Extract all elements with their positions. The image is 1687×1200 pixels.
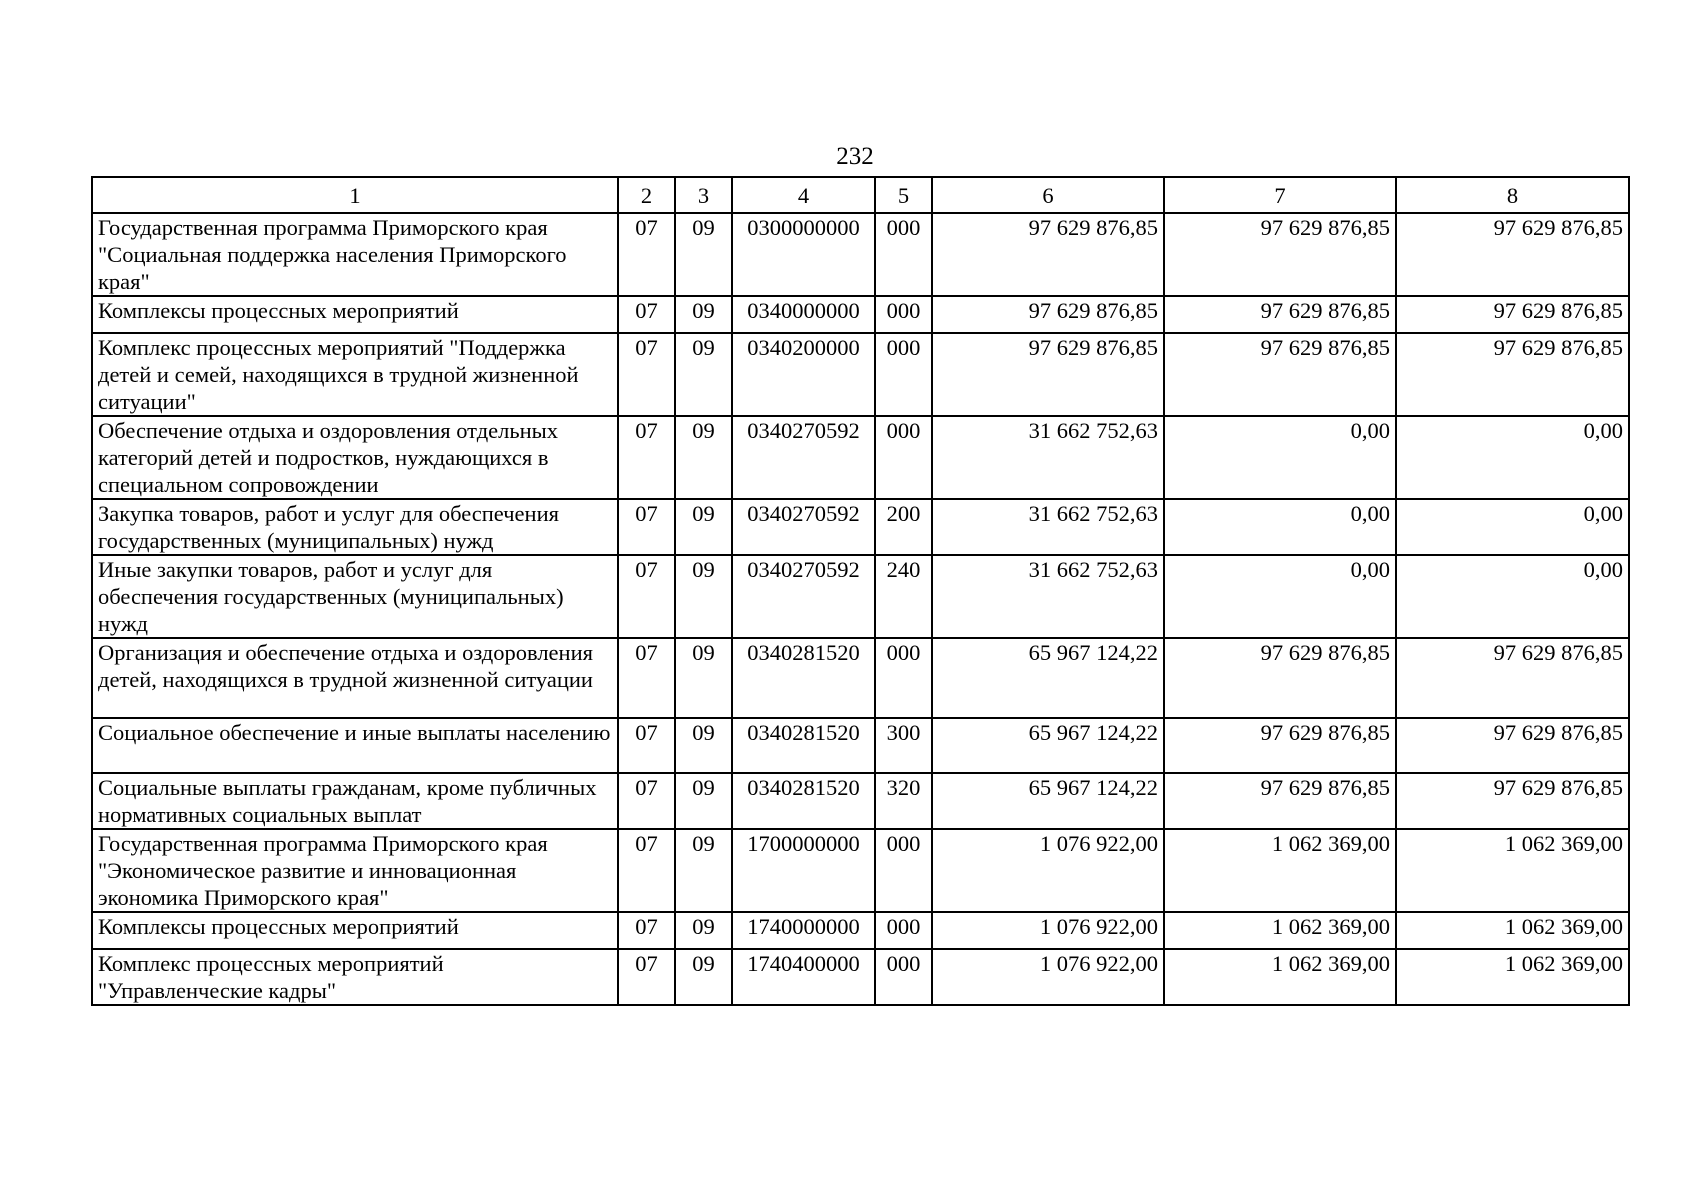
- table-row: [92, 499, 1629, 555]
- page-number: 232: [836, 143, 874, 170]
- row-section: 07: [618, 718, 675, 773]
- row-amount-col7: 97 629 876,85: [1164, 333, 1396, 416]
- row-expense-kind: 000: [875, 296, 932, 333]
- row-amount-col8: 97 629 876,85: [1396, 638, 1629, 718]
- row-subsection: 09: [675, 949, 732, 1005]
- row-name: Комплекс процессных мероприятий "Управленческие кадры": [92, 949, 618, 1005]
- row-amount-col6: 97 629 876,85: [932, 296, 1164, 333]
- table-row: [92, 333, 1629, 416]
- row-target-code: 1740400000: [732, 949, 875, 1005]
- row-target-code: 0340270592: [732, 416, 875, 499]
- row-name: Государственная программа Приморского края "Социальная поддержка населения Приморского края": [92, 213, 618, 296]
- row-name: Комплексы процессных мероприятий: [92, 296, 618, 333]
- row-name: Социальное обеспечение и иные выплаты населению: [92, 718, 618, 773]
- row-amount-col8: 97 629 876,85: [1396, 296, 1629, 333]
- row-amount-col8: 97 629 876,85: [1396, 773, 1629, 829]
- row-subsection: 09: [675, 416, 732, 499]
- row-expense-kind: 000: [875, 213, 932, 296]
- row-target-code: 0340000000: [732, 296, 875, 333]
- row-subsection: 09: [675, 773, 732, 829]
- row-amount-col6: 31 662 752,63: [932, 416, 1164, 499]
- row-amount-col8: 0,00: [1396, 416, 1629, 499]
- row-name: Обеспечение отдыха и оздоровления отдельных категорий детей и подростков, нуждающихся в специальном сопровождении: [92, 416, 618, 499]
- row-section: 07: [618, 912, 675, 949]
- row-name: Социальные выплаты гражданам, кроме публичных нормативных социальных выплат: [92, 773, 618, 829]
- row-amount-col7: 1 062 369,00: [1164, 949, 1396, 1005]
- table-row: [92, 638, 1629, 718]
- table-row: [92, 416, 1629, 499]
- row-expense-kind: 000: [875, 829, 932, 912]
- row-subsection: 09: [675, 829, 732, 912]
- row-expense-kind: 300: [875, 718, 932, 773]
- row-amount-col6: 1 076 922,00: [932, 829, 1164, 912]
- table-row: [92, 829, 1629, 912]
- row-amount-col7: 97 629 876,85: [1164, 638, 1396, 718]
- row-amount-col7: 0,00: [1164, 499, 1396, 555]
- row-amount-col8: 1 062 369,00: [1396, 949, 1629, 1005]
- row-amount-col6: 31 662 752,63: [932, 555, 1164, 638]
- column-header-4: 4: [732, 177, 875, 213]
- row-section: 07: [618, 333, 675, 416]
- row-amount-col7: 1 062 369,00: [1164, 829, 1396, 912]
- row-subsection: 09: [675, 718, 732, 773]
- row-amount-col6: 65 967 124,22: [932, 718, 1164, 773]
- row-section: 07: [618, 773, 675, 829]
- row-expense-kind: 320: [875, 773, 932, 829]
- row-amount-col6: 97 629 876,85: [932, 213, 1164, 296]
- row-section: 07: [618, 555, 675, 638]
- row-amount-col7: 0,00: [1164, 555, 1396, 638]
- row-subsection: 09: [675, 912, 732, 949]
- row-amount-col8: 0,00: [1396, 499, 1629, 555]
- row-expense-kind: 000: [875, 949, 932, 1005]
- table-row: [92, 296, 1629, 333]
- row-subsection: 09: [675, 638, 732, 718]
- row-subsection: 09: [675, 296, 732, 333]
- row-amount-col7: 0,00: [1164, 416, 1396, 499]
- row-amount-col8: 1 062 369,00: [1396, 829, 1629, 912]
- row-amount-col8: 97 629 876,85: [1396, 213, 1629, 296]
- row-amount-col8: 0,00: [1396, 555, 1629, 638]
- row-amount-col6: 1 076 922,00: [932, 949, 1164, 1005]
- row-target-code: 1700000000: [732, 829, 875, 912]
- row-section: 07: [618, 296, 675, 333]
- row-section: 07: [618, 499, 675, 555]
- row-target-code: 1740000000: [732, 912, 875, 949]
- row-name: Комплексы процессных мероприятий: [92, 912, 618, 949]
- row-amount-col8: 97 629 876,85: [1396, 333, 1629, 416]
- row-target-code: 0300000000: [732, 213, 875, 296]
- row-amount-col6: 1 076 922,00: [932, 912, 1164, 949]
- row-section: 07: [618, 213, 675, 296]
- table-header-row: [92, 177, 1629, 213]
- row-section: 07: [618, 829, 675, 912]
- row-name: Закупка товаров, работ и услуг для обеспечения государственных (муниципальных) нужд: [92, 499, 618, 555]
- table-row: [92, 555, 1629, 638]
- column-header-2: 2: [618, 177, 675, 213]
- row-name: Комплекс процессных мероприятий "Поддержка детей и семей, находящихся в трудной жизненной ситуации": [92, 333, 618, 416]
- row-amount-col7: 1 062 369,00: [1164, 912, 1396, 949]
- row-amount-col6: 31 662 752,63: [932, 499, 1164, 555]
- row-amount-col7: 97 629 876,85: [1164, 213, 1396, 296]
- row-amount-col6: 65 967 124,22: [932, 638, 1164, 718]
- row-expense-kind: 000: [875, 638, 932, 718]
- row-section: 07: [618, 416, 675, 499]
- table-row: [92, 773, 1629, 829]
- row-amount-col8: 97 629 876,85: [1396, 718, 1629, 773]
- table-row: [92, 912, 1629, 949]
- row-target-code: 0340281520: [732, 638, 875, 718]
- row-target-code: 0340270592: [732, 555, 875, 638]
- row-target-code: 0340281520: [732, 773, 875, 829]
- row-amount-col6: 97 629 876,85: [932, 333, 1164, 416]
- column-header-3: 3: [675, 177, 732, 213]
- table-row: [92, 949, 1629, 1005]
- row-amount-col8: 1 062 369,00: [1396, 912, 1629, 949]
- row-target-code: 0340281520: [732, 718, 875, 773]
- row-expense-kind: 240: [875, 555, 932, 638]
- column-header-7: 7: [1164, 177, 1396, 213]
- row-section: 07: [618, 949, 675, 1005]
- row-subsection: 09: [675, 333, 732, 416]
- column-header-1: 1: [92, 177, 618, 213]
- table-row: [92, 213, 1629, 296]
- row-subsection: 09: [675, 213, 732, 296]
- row-amount-col7: 97 629 876,85: [1164, 773, 1396, 829]
- column-header-5: 5: [875, 177, 932, 213]
- budget-table: [91, 176, 1630, 1006]
- row-expense-kind: 200: [875, 499, 932, 555]
- column-header-8: 8: [1396, 177, 1629, 213]
- row-name: Организация и обеспечение отдыха и оздоровления детей, находящихся в трудной жизненной ситуации: [92, 638, 618, 718]
- row-amount-col6: 65 967 124,22: [932, 773, 1164, 829]
- row-amount-col7: 97 629 876,85: [1164, 718, 1396, 773]
- row-section: 07: [618, 638, 675, 718]
- row-target-code: 0340200000: [732, 333, 875, 416]
- row-name: Иные закупки товаров, работ и услуг для обеспечения государственных (муниципальных) нужд: [92, 555, 618, 638]
- row-subsection: 09: [675, 499, 732, 555]
- row-amount-col7: 97 629 876,85: [1164, 296, 1396, 333]
- row-expense-kind: 000: [875, 333, 932, 416]
- table-row: [92, 718, 1629, 773]
- row-expense-kind: 000: [875, 416, 932, 499]
- row-name: Государственная программа Приморского края "Экономическое развитие и инновационная экономика Приморского края": [92, 829, 618, 912]
- row-subsection: 09: [675, 555, 732, 638]
- row-target-code: 0340270592: [732, 499, 875, 555]
- row-expense-kind: 000: [875, 912, 932, 949]
- column-header-6: 6: [932, 177, 1164, 213]
